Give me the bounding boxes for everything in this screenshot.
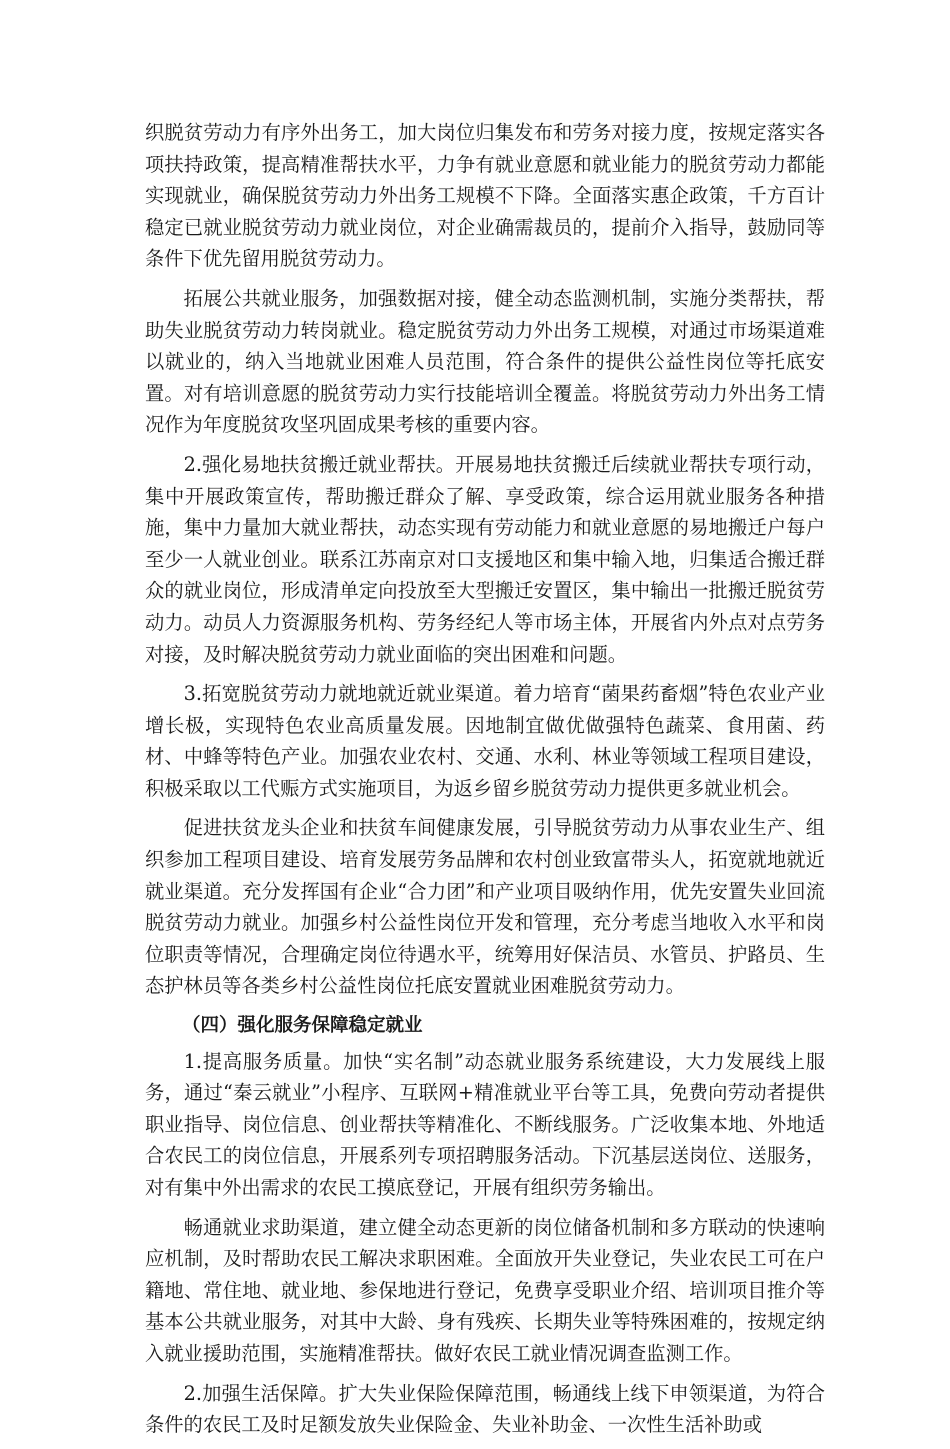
paragraph-local-employment-channels: 3.拓宽脱贫劳动力就地就近就业渠道。着力培育“菌果药畜烟”特色农业产业增长极，实现特色农业高质量发展。因地制宜做优做强特色蔬菜、食用菌、药材、中蜂等特色产业。加强农业农村、交通、水利、林业等领域工程项目建设，积极采取以工代赈方式实施项目，为返乡留乡脱贫劳动力提供更多就业机会。 bbox=[145, 682, 825, 800]
paragraph-living-security: 2.加强生活保障。扩大失业保险保障范围，畅通线上线下申领渠道，为符合条件的农民工及时足额发放失业保险金、失业补助金、一次性生活补助或 bbox=[145, 1381, 825, 1437]
paragraph-public-employment-service: 拓展公共就业服务，加强数据对接，健全动态监测机制，实施分类帮扶，帮助失业脱贫劳动力转岗就业。稳定脱贫劳动力外出务工规模，对通过市场渠道难以就业的，纳入当地就业困难人员范围，符合条件的提供公益性岗位等托底安置。对有培训意愿的脱贫劳动力实行技能培训全覆盖。将脱贫劳动力外出务工情况作为年度脱贫攻坚巩固成果考核的重要内容。 bbox=[145, 286, 825, 437]
paragraph-help-channels: 畅通就业求助渠道，建立健全动态更新的岗位储备机制和多方联动的快速响应机制，及时帮助农民工解决求职困难。全面放开失业登记，失业农民工可在户籍地、常住地、就业地、参保地进行登记，免费享受职业介绍、培训项目推介等基本公共就业服务，对其中大龄、身有残疾、长期失业等特殊困难的，按规定纳入就业援助范围，实施精准帮扶。做好农民工就业情况调查监测工作。 bbox=[145, 1215, 825, 1365]
paragraph-leading-enterprises: 促进扶贫龙头企业和扶贫车间健康发展，引导脱贫劳动力从事农业生产、组织参加工程项目建设、培育发展劳务品牌和农村创业致富带头人，拓宽就地就近就业渠道。充分发挥国有企业“合力团”和产业项目吸纳作用，优先安置失业回流脱贫劳动力就业。加强乡村公益性岗位开发和管理，充分考虑当地收入水平和岗位职责等情况，合理确定岗位待遇水平，统筹用好保洁员、水管员、护路员、生态护林员等各类乡村公益性岗位托底安置就业困难脱贫劳动力。 bbox=[145, 816, 825, 998]
paragraph-relocation-employment-support: 2.强化易地扶贫搬迁就业帮扶。开展易地扶贫搬迁后续就业帮扶专项行动，集中开展政策宣传，帮助搬迁群众了解、享受政策，综合运用就业服务各种措施，集中力量加大就业帮扶，动态实现有劳动能力和就业意愿的易地搬迁户每户至少一人就业创业。联系江苏南京对口支援地区和集中输入地，归集适合搬迁群众的就业岗位，形成清单定向投放至大型搬迁安置区，集中输出一批搬迁脱贫劳动力。动员人力资源服务机构、劳务经纪人等市场主体，开展省内外点对点劳务对接，及时解决脱贫劳动力就业面临的突出困难和问题。 bbox=[145, 452, 825, 666]
document-body bbox=[145, 117, 825, 1449]
paragraph-service-quality: 1.提高服务质量。加快“实名制”动态就业服务系统建设，大力发展线上服务，通过“秦云就业”小程序、互联网+精准就业平台等工具，免费向劳动者提供职业指导、岗位信息、创业帮扶等精准化、不断线服务。广泛收集本地、外地适合农民工的岗位信息，开展系列专项招聘服务活动。下沉基层送岗位、送服务，对有集中外出需求的农民工摸底登记，开展有组织劳务输出。 bbox=[145, 1049, 825, 1199]
section-heading: （四）强化服务保障稳定就业 bbox=[182, 1015, 423, 1037]
paragraph-continued: 织脱贫劳动力有序外出务工，加大岗位归集发布和劳务对接力度，按规定落实各项扶持政策，提高精准帮扶水平，力争有就业意愿和就业能力的脱贫劳动力都能实现就业，确保脱贫劳动力外出务工规模不下降。全面落实惠企政策，千方百计稳定已就业脱贫劳动力就业岗位，对企业确需裁员的，提前介入指导，鼓励同等条件下优先留用脱贫劳动力。 bbox=[145, 121, 825, 271]
